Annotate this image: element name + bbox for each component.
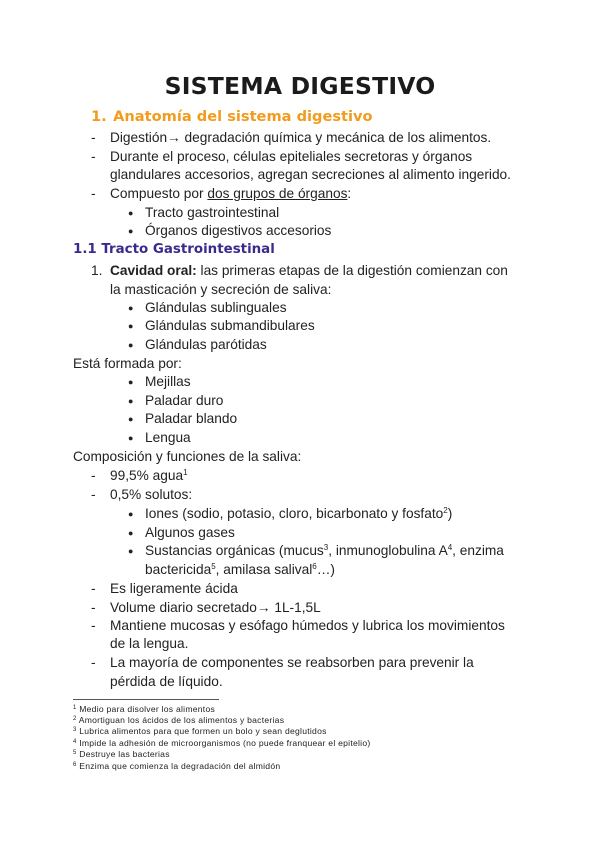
footnote-text: Enzima que comienza la degradación del almidón [79, 761, 281, 771]
page-title: SISTEMA DIGESTIVO [164, 72, 436, 100]
footnote-number: 6 [73, 762, 77, 768]
dash-marker: - [91, 186, 96, 201]
list-item-continuation: de la lengua. [110, 636, 189, 651]
list-text: Sustancias orgánicas (mucus [145, 543, 324, 558]
bullet-marker: ● [128, 528, 134, 538]
list-item: Algunos gases [145, 525, 235, 540]
dash-marker: - [91, 655, 96, 670]
section-number: 1. [91, 108, 107, 125]
list-text: Iones (sodio, potasio, cloro, bicarbonato y fosfato [145, 506, 444, 521]
dash-marker: - [91, 581, 96, 596]
footnote-number: 1 [73, 705, 77, 711]
list-item: Paladar duro [145, 393, 224, 408]
list-item [145, 505, 452, 523]
list-number: 1. [91, 263, 103, 278]
list-item: Lengua [145, 430, 191, 445]
footnote-ref[interactable]: 2 [443, 506, 448, 515]
list-item: Digestión→ degradación química y mecánica de los alimentos. [110, 130, 492, 145]
list-item: Órganos digestivos accesorios [145, 223, 332, 238]
list-text: bactericida [145, 562, 212, 577]
bullet-marker: ● [128, 546, 134, 556]
list-item [110, 262, 508, 280]
list-item: 0,5% solutos: [110, 487, 193, 502]
footnote [73, 749, 170, 760]
list-text: , inmunoglobulina A [328, 543, 448, 558]
list-text: …) [316, 562, 335, 577]
subsection-heading: 1.1 Tracto Gastrointestinal [73, 242, 275, 257]
bullet-marker: ● [128, 433, 134, 443]
footnote-ref[interactable]: 5 [211, 562, 216, 571]
bullet-marker: ● [128, 340, 134, 350]
footnote-ref[interactable]: 1 [183, 468, 188, 477]
list-item: Durante el proceso, células epiteliales secretoras y órganos [110, 149, 473, 164]
paragraph: Está formada por: [73, 356, 182, 371]
footnote-number: 2 [73, 716, 77, 722]
list-item: Mantiene mucosas y esófago húmedos y lubrica los movimientos [110, 618, 505, 633]
footnote-text: Impide la adhesión de microorganismos (no puede franquear el epitelio) [79, 738, 371, 748]
list-item [110, 185, 351, 203]
footnote [73, 761, 280, 772]
section-title: Anatomía del sistema digestivo [113, 108, 373, 125]
footnote-text: Medio para disolver los alimentos [79, 704, 216, 714]
bullet-marker: ● [128, 303, 134, 313]
dash-marker: - [91, 149, 96, 164]
list-item: Paladar blando [145, 411, 238, 426]
list-item: Es ligeramente ácida [110, 581, 238, 596]
list-text: : [347, 186, 352, 201]
list-item: Volume diario secretado→ 1L-1,5L [110, 600, 321, 615]
list-item-continuation: la masticación y secreción de saliva: [110, 282, 332, 297]
section-heading [91, 108, 373, 125]
dash-marker: - [91, 130, 96, 145]
list-item: Tracto gastrointestinal [145, 205, 280, 220]
footnote-number: 3 [73, 727, 77, 733]
list-text: , enzima [452, 543, 504, 558]
bullet-marker: ● [128, 226, 134, 236]
footnote-separator [73, 699, 219, 700]
list-text: ) [447, 506, 453, 521]
footnote-number: 5 [73, 750, 77, 756]
list-item: Mejillas [145, 374, 191, 389]
footnote [73, 715, 284, 726]
footnote-text: Lubrica alimentos para que formen un bolo y sean deglutidos [79, 726, 327, 736]
list-text: las primeras etapas de la digestión comienzan con [196, 263, 508, 278]
bullet-marker: ● [128, 396, 134, 406]
dash-marker: - [91, 487, 96, 502]
list-text: , amilasa salival [215, 562, 313, 577]
list-item-continuation: pérdida de líquido. [110, 674, 223, 689]
list-item [145, 542, 504, 560]
bullet-marker: ● [128, 509, 134, 519]
dash-marker: - [91, 600, 96, 615]
footnote [73, 704, 215, 715]
list-item-continuation [145, 561, 335, 579]
underlined-text: dos grupos de órganos [207, 186, 348, 201]
footnote-ref[interactable]: 4 [447, 543, 453, 552]
list-text: 99,5% agua [110, 468, 184, 483]
bullet-marker: ● [128, 377, 134, 387]
footnote-text: Amortiguan los ácidos de los alimentos y bacterias [78, 715, 285, 725]
dash-marker: - [91, 618, 96, 633]
list-item-continuation: glandulares accesorios, agregan secreciones al alimento ingerido. [110, 167, 511, 182]
paragraph: Composición y funciones de la saliva: [73, 449, 302, 464]
bullet-marker: ● [128, 414, 134, 424]
bullet-marker: ● [128, 321, 134, 331]
list-text: Compuesto por [110, 186, 208, 201]
list-item [110, 467, 188, 485]
footnote [73, 738, 370, 749]
footnote-number: 4 [73, 739, 77, 745]
footnote [73, 726, 327, 737]
bullet-marker: ● [128, 208, 134, 218]
footnote-ref[interactable]: 6 [312, 562, 317, 571]
list-item: Glándulas sublinguales [145, 300, 287, 315]
list-item: Glándulas submandibulares [145, 318, 315, 333]
list-item: Glándulas parótidas [145, 337, 267, 352]
dash-marker: - [91, 468, 96, 483]
list-item: La mayoría de componentes se reabsorben para prevenir la [110, 655, 474, 670]
footnote-text: Destruye las bacterias [79, 749, 170, 759]
bold-label: Cavidad oral: [110, 263, 197, 278]
footnote-ref[interactable]: 3 [323, 543, 329, 552]
